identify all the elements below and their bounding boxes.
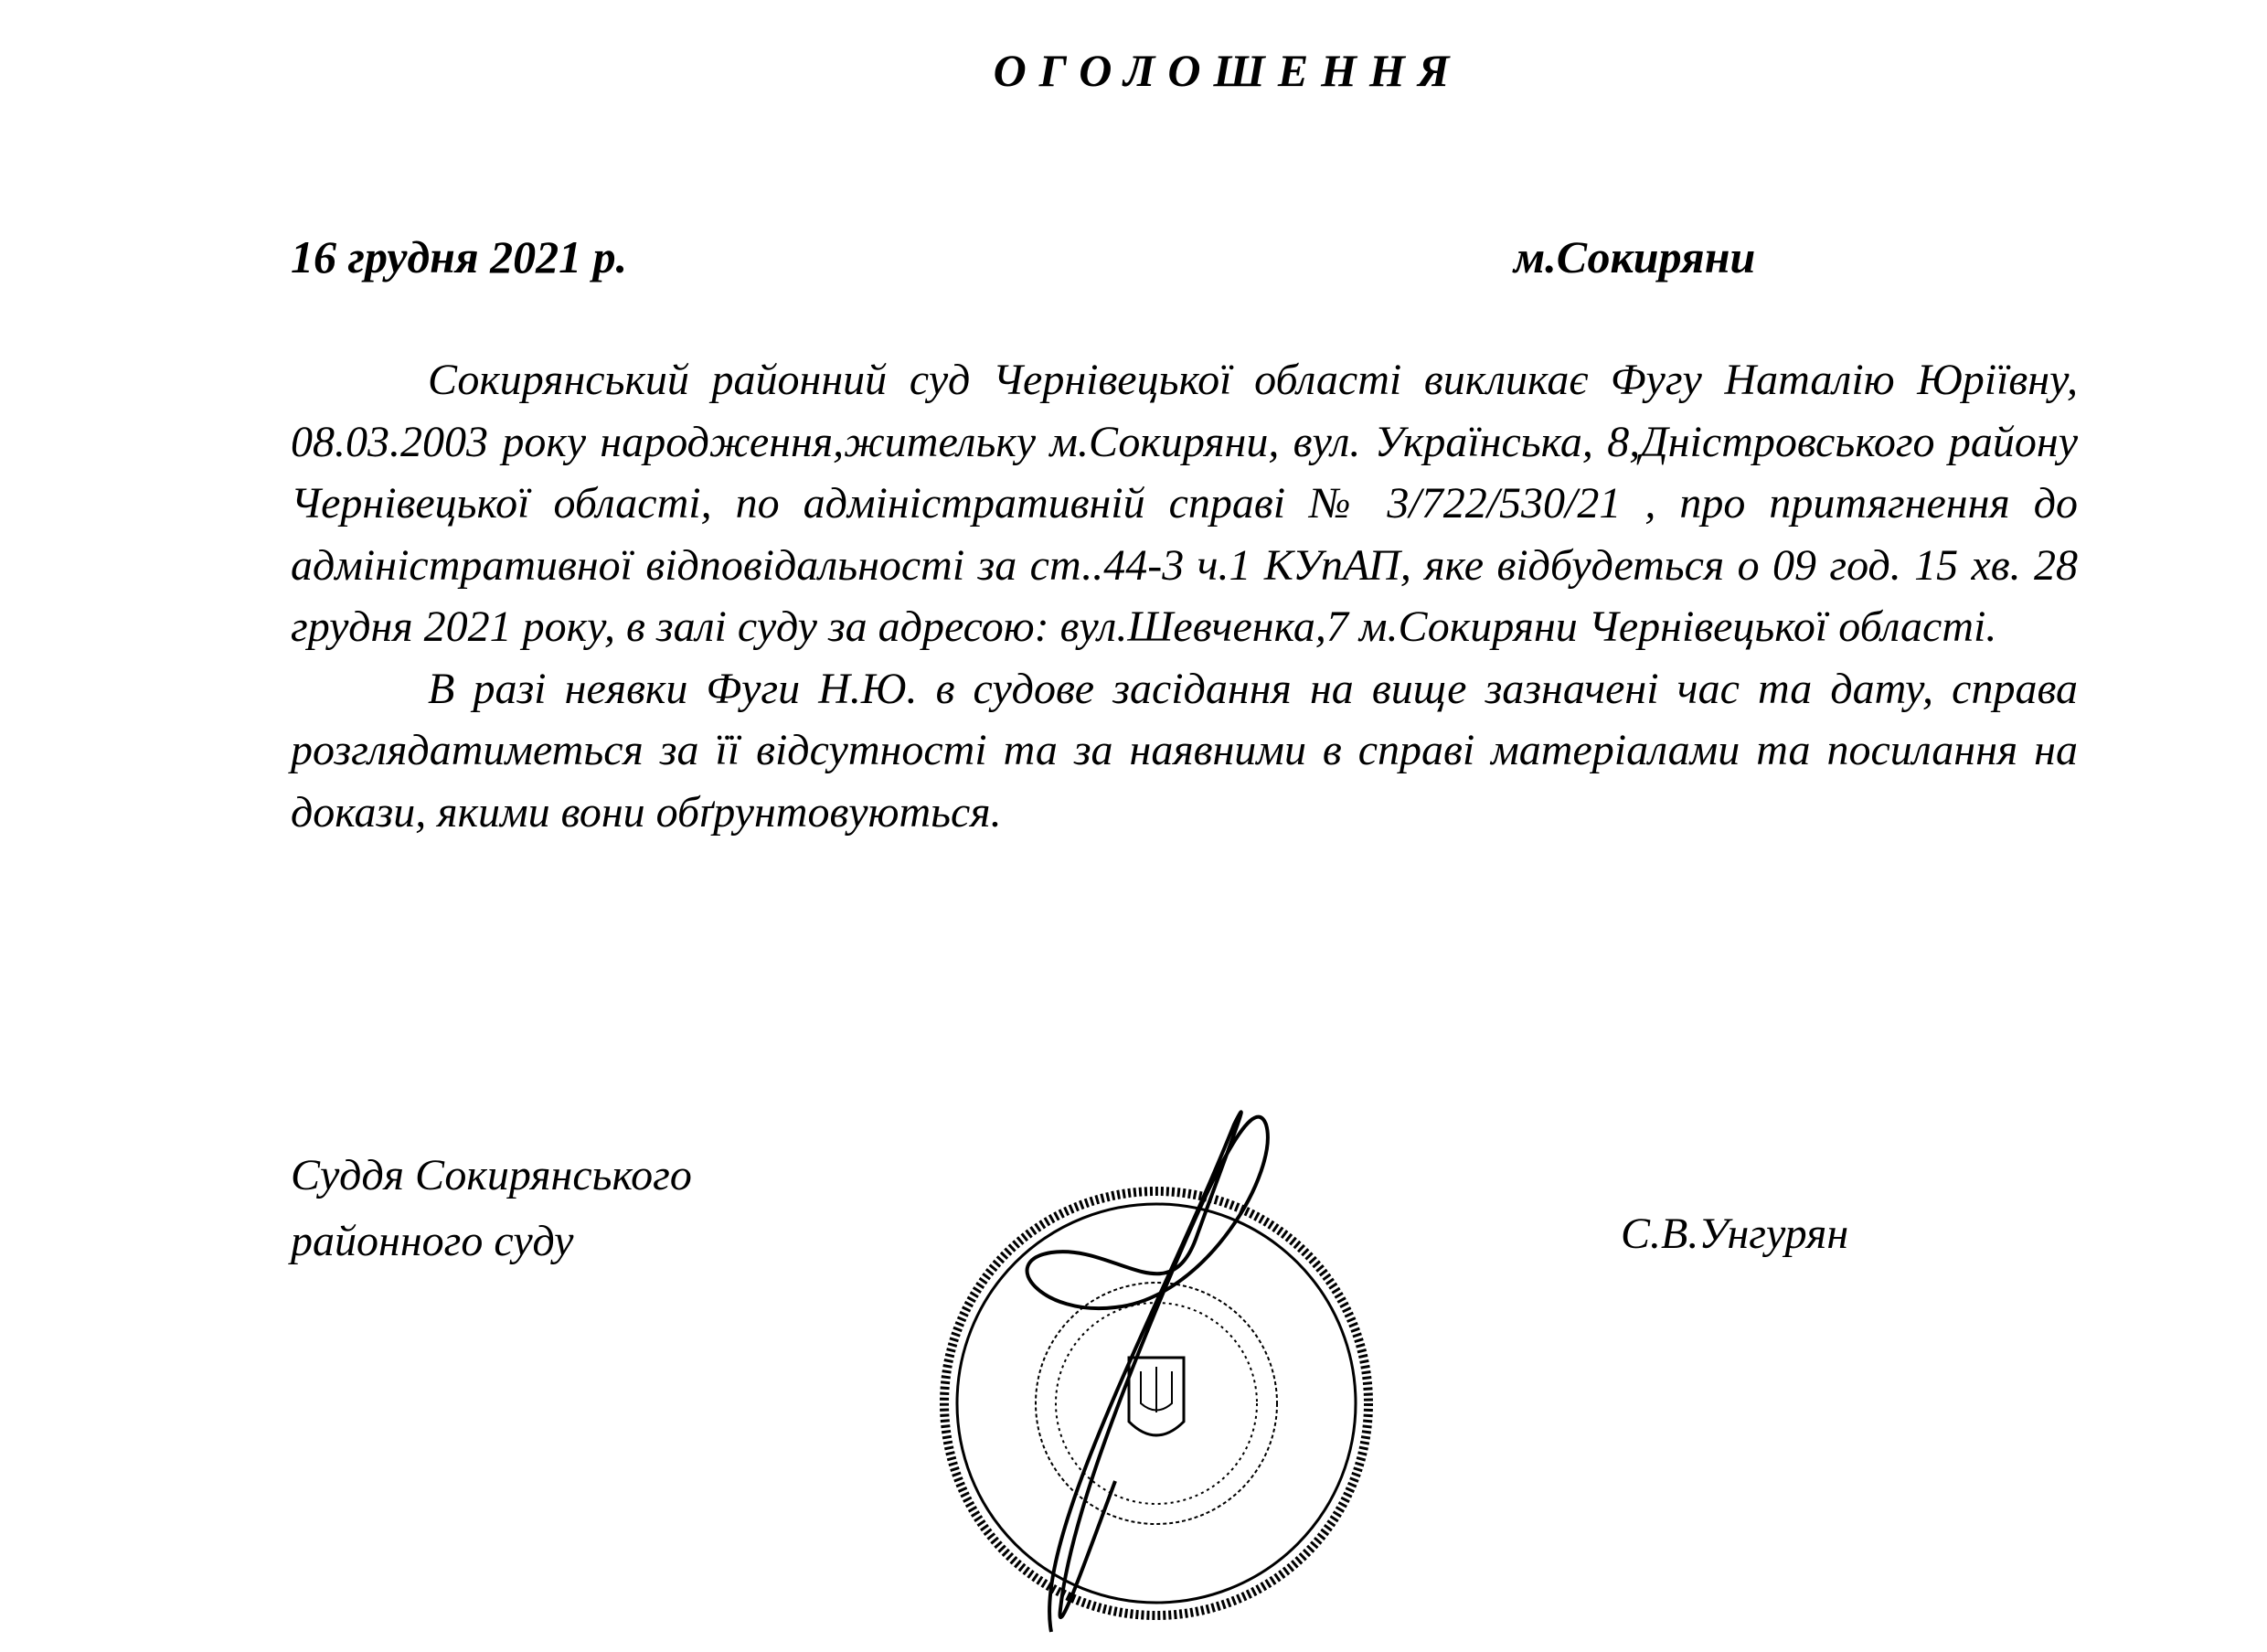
document-title: ОГОЛОШЕННЯ (993, 45, 1463, 96)
document-city: м.Сокиряни (1514, 231, 1756, 282)
judge-position (291, 1143, 692, 1274)
seal-icon (944, 1191, 1368, 1615)
judge-position-line2: районного суду (291, 1217, 574, 1265)
judge-position-line1: Суддя Сокирянського (291, 1151, 692, 1199)
court-seal-with-signature (932, 1097, 1408, 1646)
paragraph-summons: Сокирянський районний суд Чернівецької області викликає Фугу Наталію Юріївну, 08.03.2003 року народження,жительку м.Сокиряни, вул. Українська, 8,Дністровського району Чернівецької області, по адміністративній справі № 3/722/530/21 , про притягнення до адміністративної відповідальності за ст..44-3 ч.1 КУпАП, яке відбудеться о 09 год. 15 хв. 28 грудня 2021 року, в залі суду за адресою: вул.Шевченка,7 м.Сокиряни Чернівецької області. (291, 356, 2078, 651)
judge-name: С.В.Унгурян (1621, 1210, 1849, 1258)
paragraph-absence-notice: В разі неявки Фуги Н.Ю. в судове засідання на вище зазначені час та дату, справа розглядатиметься за її відсутності та за наявними в справі матеріалами та посилання на докази, якими вони обґрунтовуються. (291, 664, 2078, 837)
document-date: 16 грудня 2021 р. (291, 231, 628, 282)
document-body (291, 349, 2078, 843)
